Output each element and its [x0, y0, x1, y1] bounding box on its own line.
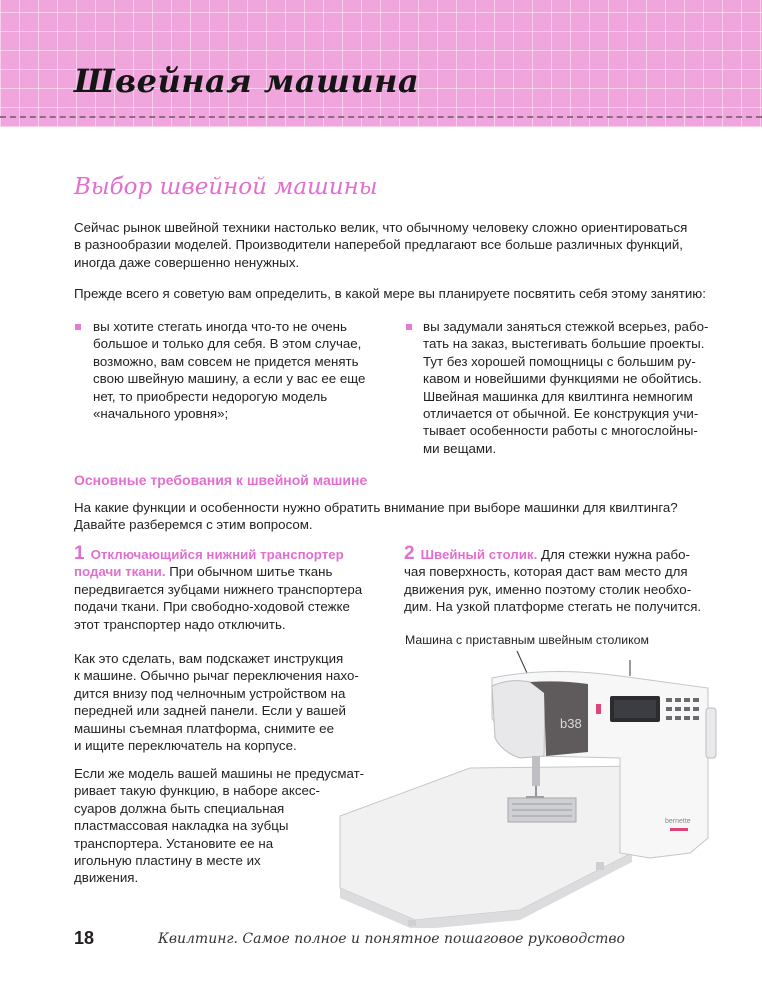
bullet-right: вы задумали заняться стежкой всерьез, рабо- тать на заказ, выстегивать большие проекты. Тут без хорошей помощницы с большим ру- кавом и новейшими функциями не обойтись. Швейная машинка для квилтинга немногим отличается от обычной. Ее конструкция учи- тывает особенности работы с многослойны- ми вещами. [423, 319, 709, 456]
banner-stitch-line [0, 116, 762, 118]
item-2: 2 Швейный столик. Для стежки нужна рабо- чая поверхность, которая даст вам место для движения рук, именно поэтому столик необхо- дим. На узкой платформе стегать не получится. [404, 543, 702, 615]
item-1-paragraph-3: Если же модель вашей машины не предусмат- ривает такую функцию, в наборе аксес- суаров должна быть специальная пластмассовая накладка на зубцы транспортера. Установите ее на игольную пластину в месте их движения. [74, 766, 365, 886]
section-title: Выбор швейной машины [74, 174, 378, 200]
bullet-left: вы хотите стегать иногда что-то не очень большое и только для себя. В этом случае, возможно, вам совсем не придется менять свою швейную машину, а если у вас ее еще нет, то приобрести недорогую модель «начального уровня»; [93, 319, 366, 422]
figure-caption: Машина с приставным швейным столиком [405, 633, 649, 647]
machine-head [492, 681, 545, 758]
item-number: 1 [74, 543, 85, 564]
model-label: b38 [560, 716, 582, 731]
book-title: Квилтинг. Самое полное и понятное пошаговое руководство [158, 931, 625, 947]
sewing-machine-illustration [320, 648, 740, 928]
bullet-square-icon [406, 324, 412, 330]
intro-paragraph [74, 219, 687, 271]
item-1-paragraph-2: Как это сделать, вам подскажет инструкция к машине. Обычно рычаг переключения нахо- дится внизу под челночным устройством на передней или задней панели. Если у вашей машины съемная платформа, снимите ее и ищите переключатель на корпусе. [74, 651, 359, 754]
item-number: 2 [404, 543, 415, 564]
item-2-heading: Швейный столик. [420, 547, 538, 562]
requirements-intro: На какие функции и особенности нужно обратить внимание при выборе машинки для квилтинга? Давайте разберемся с этим вопросом. [74, 500, 678, 533]
bullet-square-icon [75, 324, 81, 330]
brand-label: bernette [665, 818, 691, 825]
page-number: 18 [74, 928, 95, 948]
item-1: 1 Отключающийся нижний транспортер подачи ткани. При обычном шитье ткань передвигается зубцами нижнего транспортера подачи ткани. При свободно-ходовой стежке этот транспортер надо отключить. [74, 543, 363, 632]
intro-line: в разнообразии моделей. Производители наперебой предлагают все больше различных функций, [74, 237, 683, 253]
intro-line: иногда даже совершенно ненужных. [74, 254, 300, 270]
requirements-heading: Основные требования к швейной машине [74, 472, 368, 488]
intro-question: Прежде всего я советую вам определить, в какой мере вы планируете посвятить себя этому занятию: [74, 286, 706, 301]
extension-table [340, 766, 645, 920]
intro-line: Сейчас рынок швейной техники настолько велик, что обычному человеку сложно ориентироваться [74, 220, 688, 235]
chapter-title: Швейная машина [74, 62, 420, 100]
item-1-heading: Отключающийся нижний транспортер [90, 547, 344, 562]
